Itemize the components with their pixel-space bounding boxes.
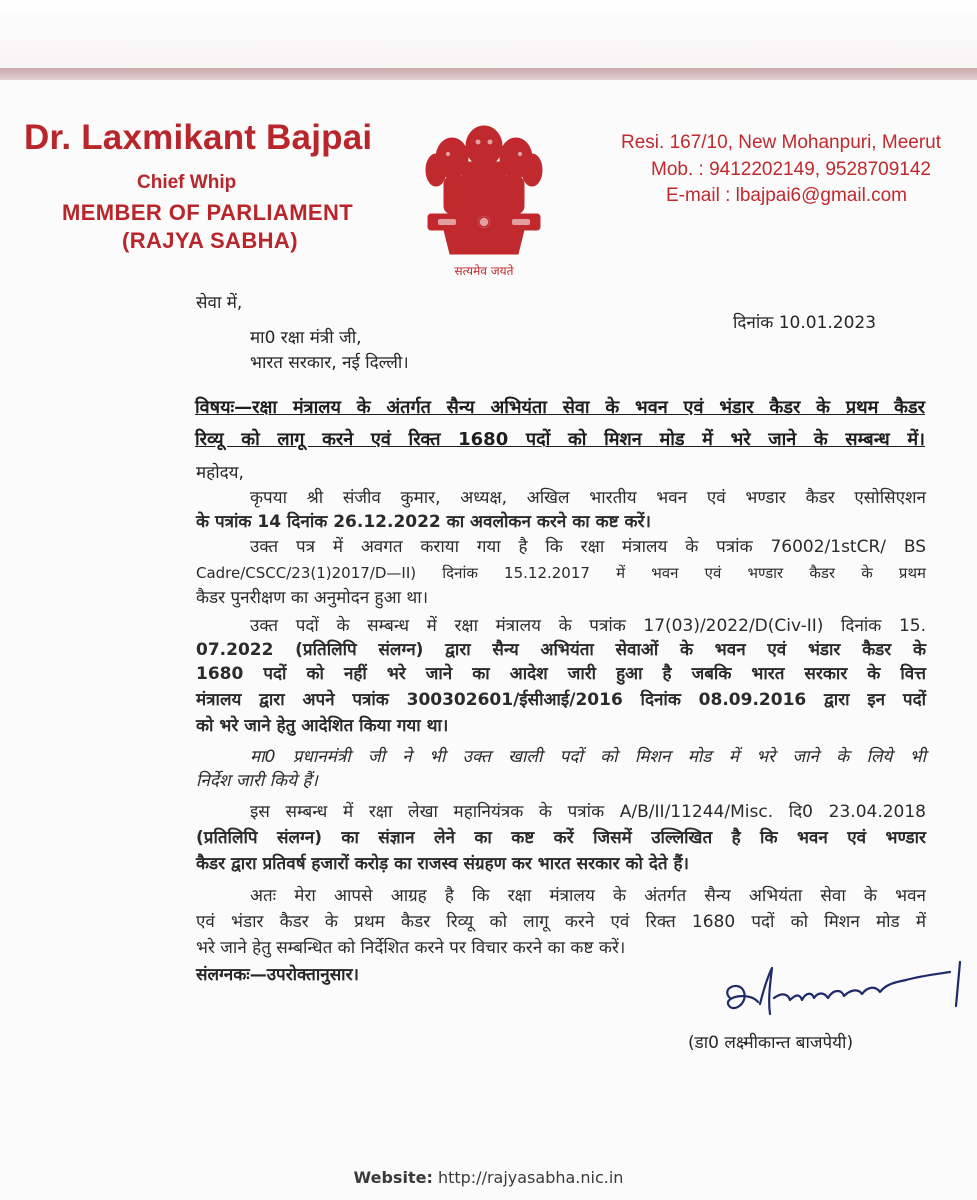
para-1-line-2: के पत्रांक 14 दिनांक 26.12.2022 का अवलोकन करने का कष्ट करें। [196, 512, 651, 532]
sender-designation: Chief Whip [137, 172, 237, 193]
email-address: E-mail : lbajpai6@gmail.com [665, 185, 907, 206]
sender-house: (RAJYA SABHA) [122, 228, 298, 253]
para-4-line-2: निर्देश जारी किये हैं। [196, 771, 318, 791]
subject-line-2: रिव्यू को लागू करने एवं रिक्त 1680 पदों को मिशन मोड में भरे जाने के सम्बन्ध में। [195, 429, 925, 450]
para-3-line-2: 07.2022 (प्रतिलिपि संलग्न) द्वारा सैन्य अभियंता सेवाओं के भवन एवं भंडार कैडर के [196, 640, 926, 660]
letter-date: दिनांक 10.01.2023 [733, 313, 877, 333]
residence-address: Resi. 167/10, New Mohanpuri, Meerut [621, 132, 941, 153]
footer-website-url[interactable]: http://rajyasabha.nic.in [437, 1168, 624, 1187]
para-2-line-1: उक्त पत्र में अवगत कराया गया है कि रक्षा मंत्रालय के पत्रांक 76002/1stCR/ BS [250, 537, 926, 557]
background-top [0, 0, 977, 70]
para-3-line-5: को भरे जाने हेतु आदेशित किया गया था। [196, 716, 449, 736]
mobile-numbers: Mob. : 9412202149, 9528709142 [651, 159, 931, 180]
recipient-line-1: मा0 रक्षा मंत्री जी, [250, 328, 362, 348]
greeting: महोदय, [196, 463, 244, 483]
para-5-line-1: इस सम्बन्ध में रक्षा लेखा महानियंत्रक के पत्रांक A/B/II/11244/Misc. दि0 23.04.2018 [250, 802, 926, 822]
para-3-line-4: मंत्रालय द्वारा अपने पत्रांक 300302601/ईसीआई/2016 दिनांक 08.09.2016 द्वारा इन पदों [196, 690, 926, 710]
para-2-line-3: कैडर पुनरीक्षण का अनुमोदन हुआ था। [196, 588, 429, 608]
signatory-name: (डा0 लक्ष्मीकान्त बाजपेयी) [688, 1033, 854, 1053]
subject-line-1: विषयः—रक्षा मंत्रालय के अंतर्गत सैन्य अभियंता सेवा के भवन एवं भंडार कैडर के प्रथम कैडर [195, 397, 925, 418]
para-3-line-3: 1680 पदों को नहीं भरे जाने का आदेश जारी हुआ है जबकि भारत सरकार के वित्त [196, 664, 926, 684]
national-emblem-icon [414, 118, 554, 260]
para-5-line-2: (प्रतिलिपि संलग्न) का संज्ञान लेने का कष्ट करें जिसमें उल्लिखित है कि भवन एवं भण्डार [196, 828, 926, 848]
para-6-line-3: भरे जाने हेतु सम्बन्धित को निर्देशित करने पर विचार करने का कष्ट करें। [196, 938, 626, 958]
emblem-motto: सत्यमेव जयते [454, 264, 514, 278]
recipient-line-2: भारत सरकार, नई दिल्ली। [250, 353, 409, 373]
sender-office: MEMBER OF PARLIAMENT [62, 200, 354, 225]
para-4-line-1: मा0 प्रधानमंत्री जी ने भी उक्त खाली पदों को मिशन मोड में भरे जाने के लिये भी [250, 747, 926, 767]
para-1-line-1: कृपया श्री संजीव कुमार, अध्यक्ष, अखिल भारतीय भवन एवं भण्डार कैडर एसोसिएशन [250, 488, 926, 508]
para-5-line-3: कैडर द्वारा प्रतिवर्ष हजारों करोड़ का राजस्व संग्रहण कर भारत सरकार को देते हैं। [196, 854, 689, 874]
sender-name: Dr. Laxmikant Bajpai [24, 118, 373, 157]
para-6-line-2: एवं भंडार कैडर के प्रथम कैडर रिव्यू को लागू करने एवं रिक्त 1680 पदों को मिशन मोड में [196, 912, 926, 932]
salutation-to: सेवा में, [196, 293, 243, 313]
enclosure-note: संलग्नकः—उपरोक्तानुसार। [196, 965, 359, 985]
para-6-line-1: अतः मेरा आपसे आग्रह है कि रक्षा मंत्रालय के अंतर्गत सैन्य अभियंता सेवा के भवन [250, 886, 926, 906]
para-2-line-2: Cadre/CSCC/23(1)2017/D—II) दिनांक 15.12.2017 में भवन एवं भण्डार कैडर के प्रथम [196, 564, 927, 582]
footer-website-label: Website: [353, 1168, 433, 1187]
para-3-line-1: उक्त पदों के सम्बन्ध में रक्षा मंत्रालय के पत्रांक 17(03)/2022/D(Civ-II) दिनांक 15. [250, 616, 926, 636]
footer-website [0, 1168, 977, 1187]
handwritten-signature [710, 958, 977, 1028]
